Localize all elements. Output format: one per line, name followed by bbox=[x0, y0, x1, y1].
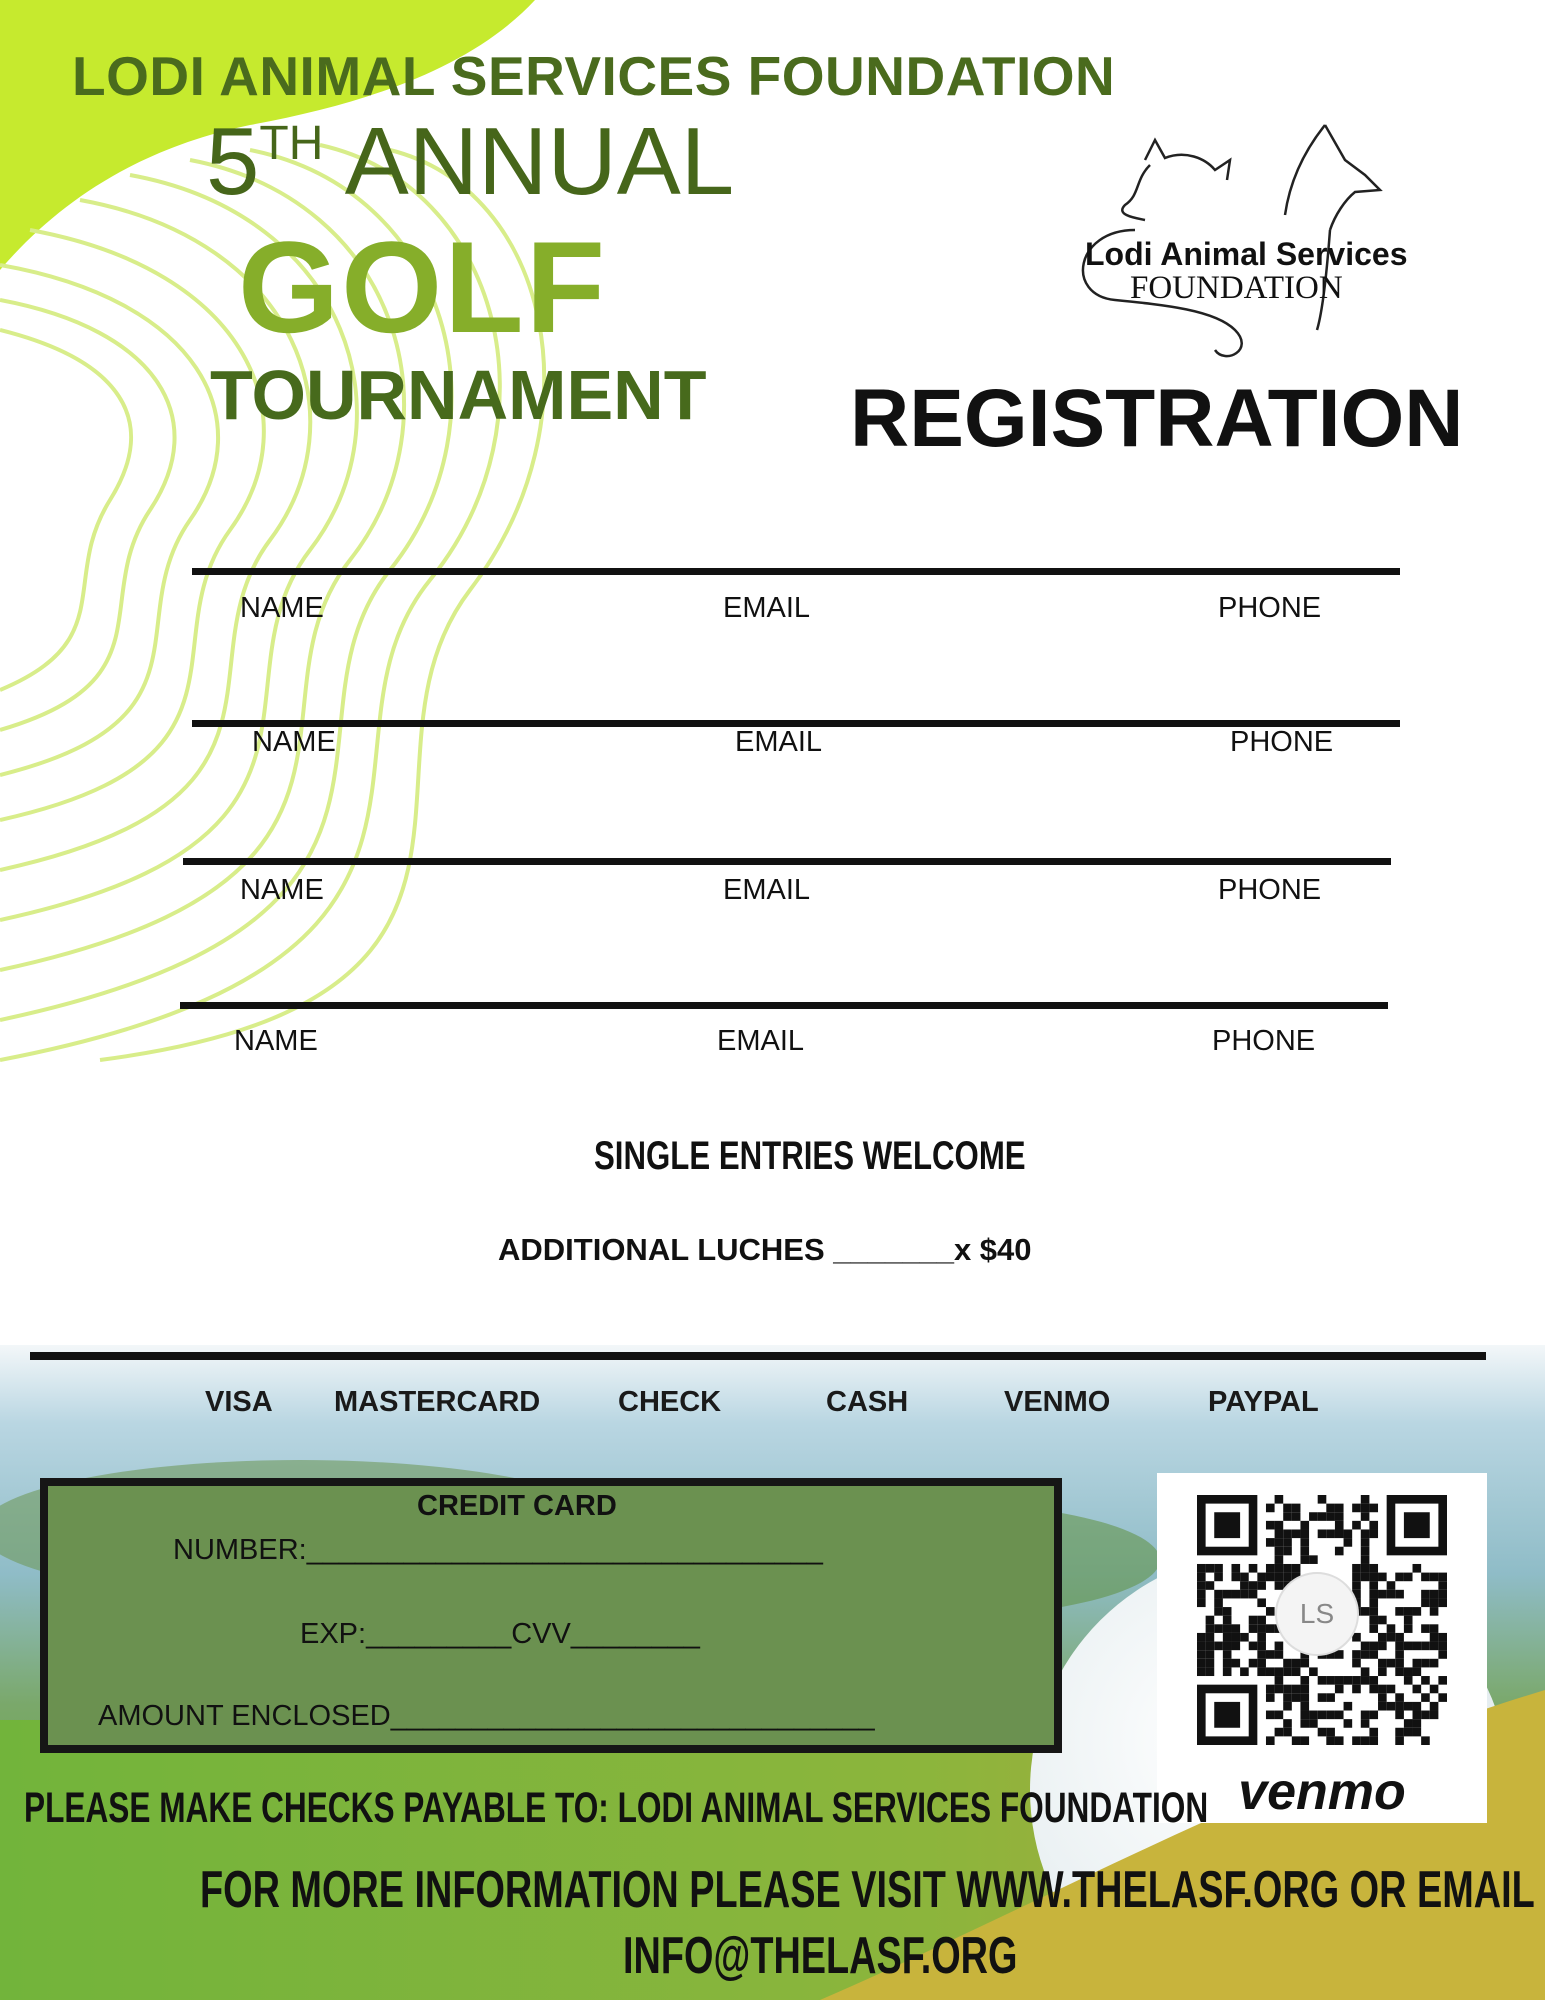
annual-word: ANNUAL bbox=[344, 108, 735, 215]
cat-dog-outline-icon bbox=[1055, 120, 1425, 370]
entry-rule-1 bbox=[192, 568, 1400, 575]
logo-line1: Lodi Animal Services bbox=[1085, 236, 1408, 272]
entry-1-name-label: NAME bbox=[240, 592, 324, 624]
tournament-heading: TOURNAMENT bbox=[210, 356, 707, 434]
payment-option-check: CHECK bbox=[618, 1386, 722, 1418]
checks-payable-note: PLEASE MAKE CHECKS PAYABLE TO: LODI ANIMAL SERVICES FOUNDATION bbox=[24, 1784, 1209, 1832]
amount-enclosed-field: AMOUNT ENCLOSED______________________________ bbox=[98, 1700, 875, 1732]
annual-number: 5 bbox=[206, 108, 260, 215]
additional-lunches-line: ADDITIONAL LUCHES _______x $40 bbox=[498, 1232, 1032, 1267]
payment-option-cash: CASH bbox=[826, 1386, 909, 1418]
foundation-logo bbox=[1055, 120, 1425, 370]
card-number-field: NUMBER:________________________________ bbox=[173, 1534, 823, 1566]
entry-3-phone-label: PHONE bbox=[1218, 874, 1322, 906]
payment-rule bbox=[30, 1352, 1486, 1360]
registration-heading: REGISTRATION bbox=[850, 373, 1464, 464]
payment-option-paypal: PAYPAL bbox=[1208, 1386, 1319, 1418]
credit-card-title: CREDIT CARD bbox=[417, 1490, 617, 1522]
qr-center-badge-text: LS bbox=[1299, 1598, 1335, 1629]
entry-4-name-label: NAME bbox=[234, 1025, 318, 1057]
entry-1-email-label: EMAIL bbox=[723, 592, 811, 624]
entry-rule-4 bbox=[180, 1002, 1388, 1009]
entry-4-email-label: EMAIL bbox=[717, 1025, 805, 1057]
org-title: LODI ANIMAL SERVICES FOUNDATION bbox=[72, 45, 1116, 107]
venmo-wordmark: venmo bbox=[1238, 1763, 1406, 1821]
annual-suffix: TH bbox=[259, 117, 324, 170]
more-info-line-1: FOR MORE INFORMATION PLEASE VISIT WWW.THELASF.ORG OR EMAIL bbox=[200, 1861, 1535, 1919]
payment-option-visa: VISA bbox=[205, 1386, 273, 1418]
entry-2-name-label: NAME bbox=[252, 726, 336, 758]
payment-option-venmo: VENMO bbox=[1004, 1386, 1111, 1418]
qr-center-badge bbox=[1275, 1572, 1359, 1656]
entry-1-phone-label: PHONE bbox=[1218, 592, 1322, 624]
entry-3-email-label: EMAIL bbox=[723, 874, 811, 906]
entry-4-phone-label: PHONE bbox=[1212, 1025, 1316, 1057]
entry-2-phone-label: PHONE bbox=[1230, 726, 1334, 758]
more-info-line-2: INFO@THELASF.ORG bbox=[623, 1927, 1018, 1985]
exp-cvv-field: EXP:_________CVV________ bbox=[300, 1618, 700, 1650]
logo-line2: FOUNDATION bbox=[1130, 270, 1343, 306]
payment-option-mastercard: MASTERCARD bbox=[334, 1386, 541, 1418]
entry-3-name-label: NAME bbox=[240, 874, 324, 906]
entry-2-email-label: EMAIL bbox=[735, 726, 823, 758]
golf-heading: GOLF bbox=[238, 214, 608, 360]
single-entries-note: SINGLE ENTRIES WELCOME bbox=[594, 1134, 1026, 1178]
entry-rule-3 bbox=[183, 858, 1391, 865]
annual-heading bbox=[206, 108, 735, 215]
